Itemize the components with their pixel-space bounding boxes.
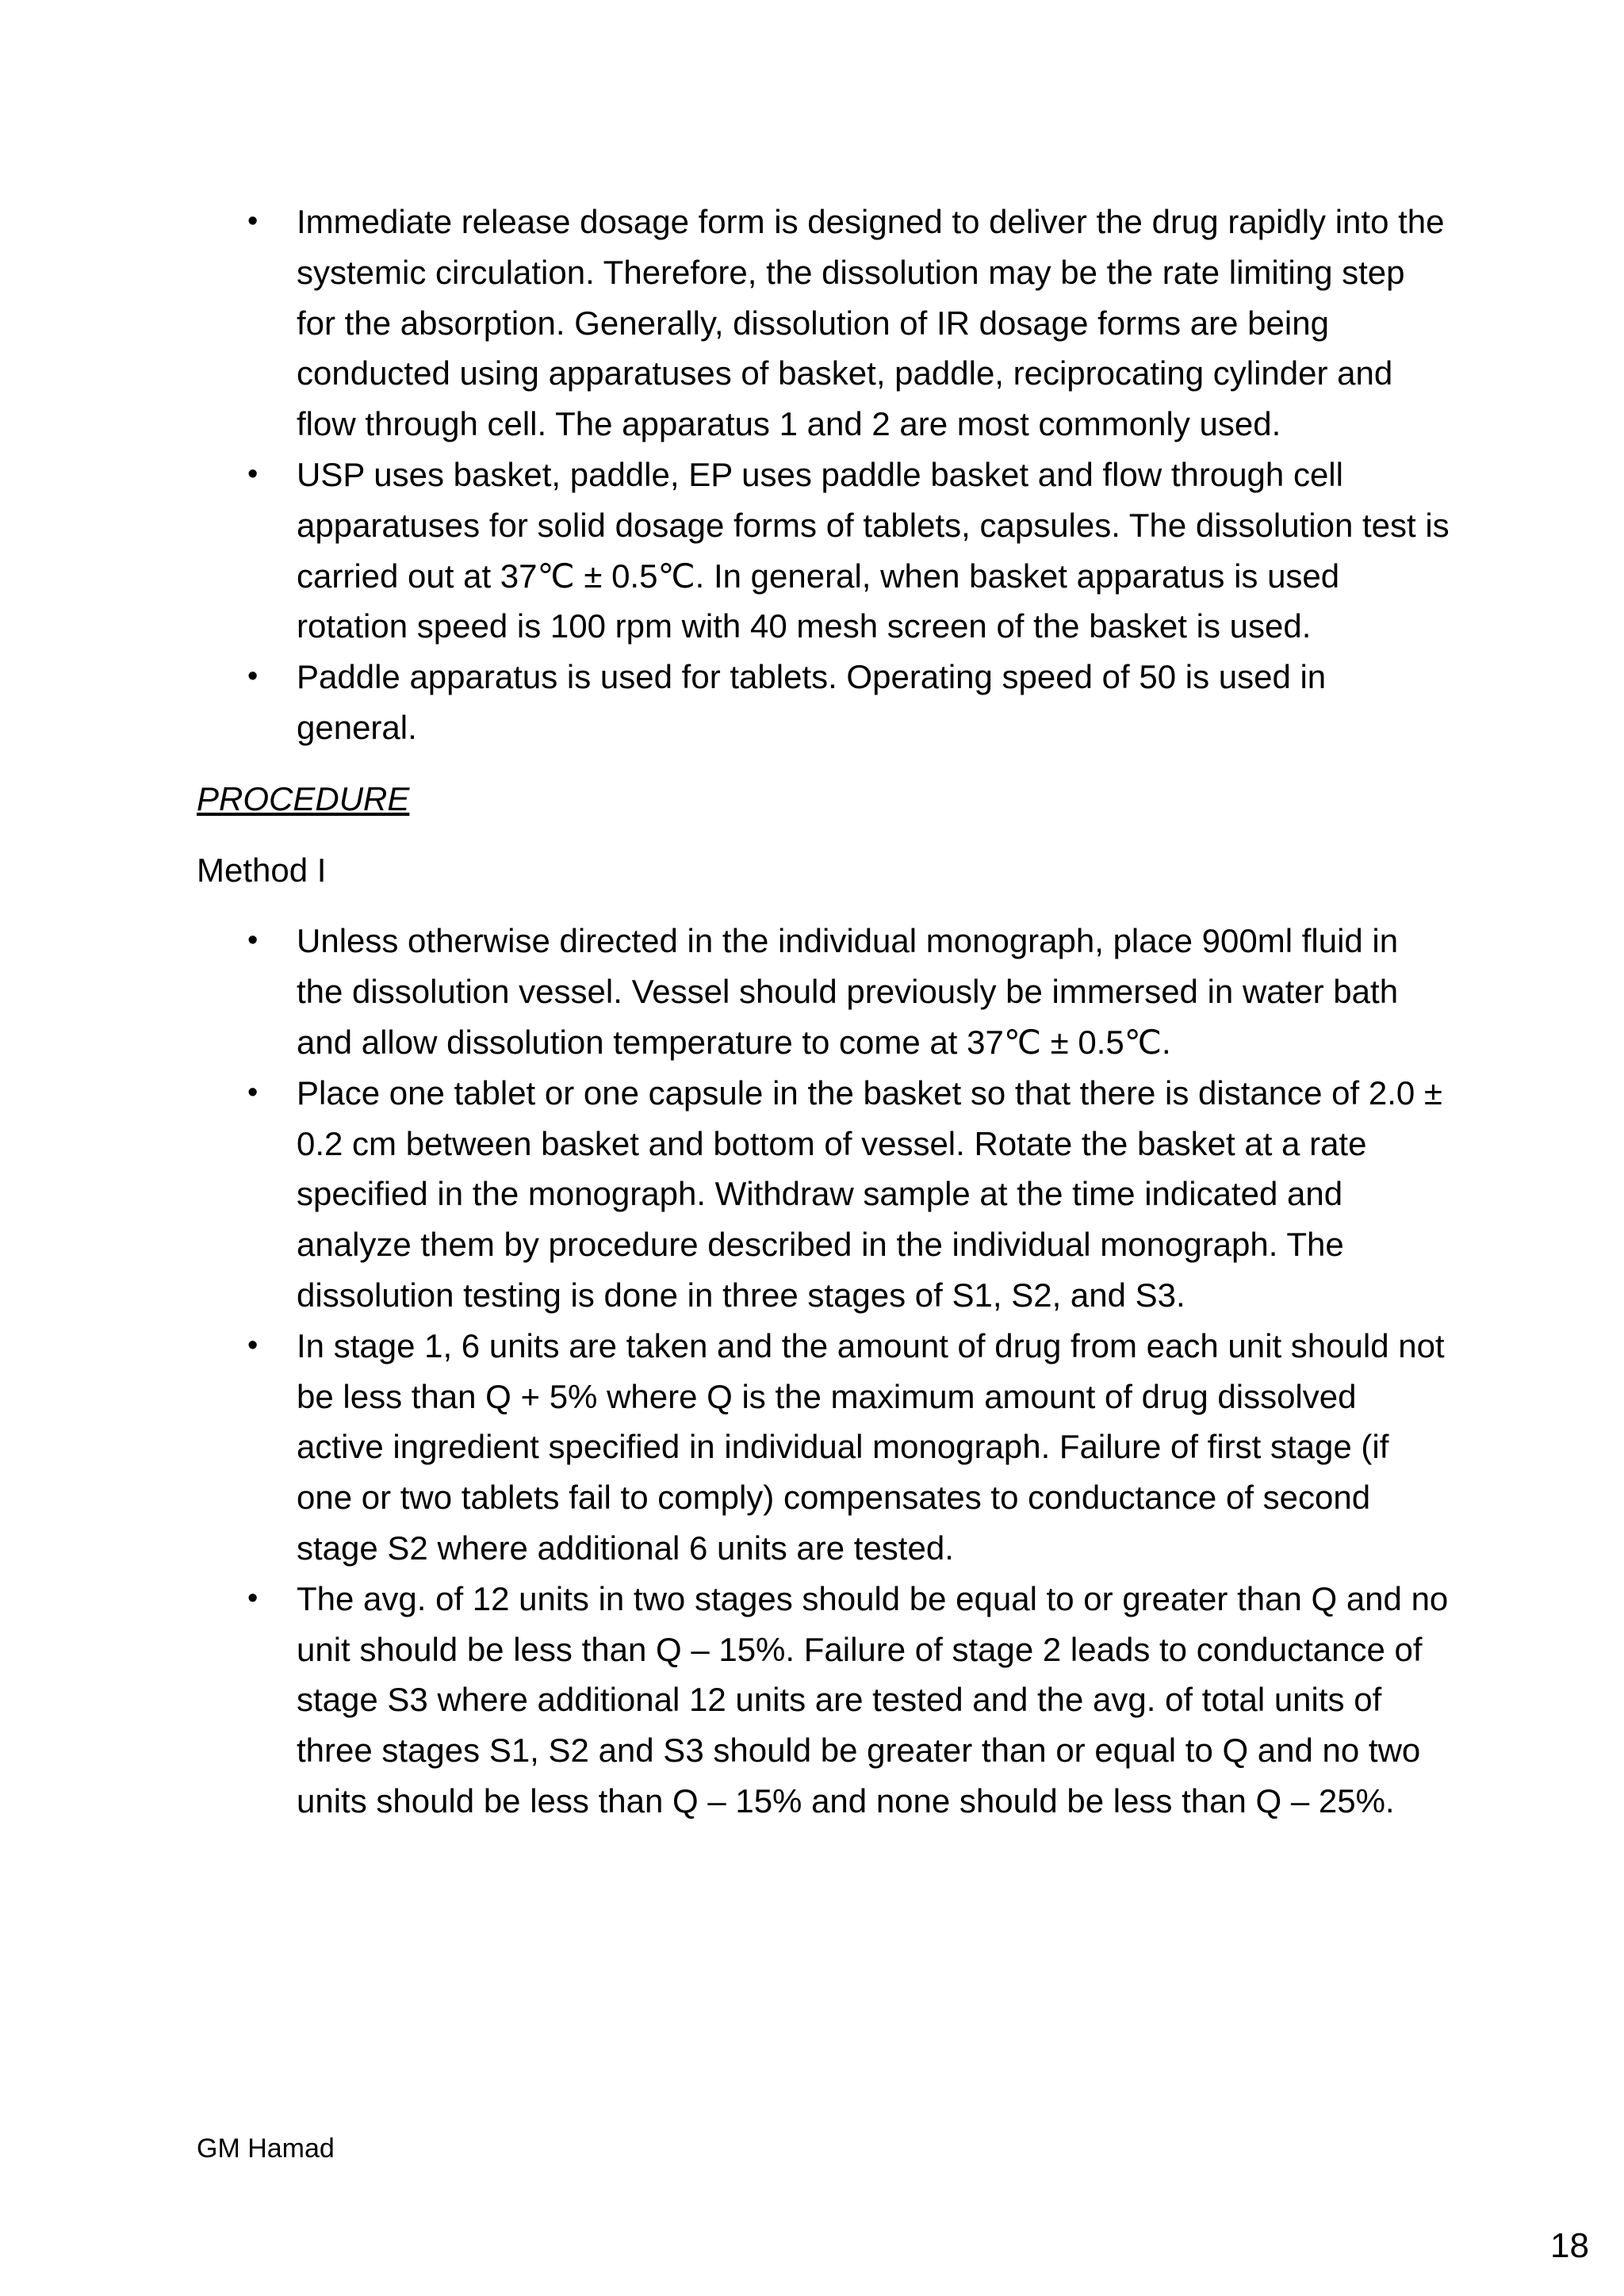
intro-bullet-text: Immediate release dosage form is designed to deliver the drug rapidly into the systemic circulation. Therefore, the dissolution may be the rate limiting step for the absorption. Generally, dissolution of IR dosage forms are being conducted using apparatuses of basket, paddle, reciprocating cylinder and flow through cell. The apparatus 1 and 2 are most commonly used. <box>297 203 1445 443</box>
bullet-icon: • <box>247 205 259 238</box>
bullet-icon: • <box>247 457 259 491</box>
procedure-bullet-text: Place one tablet or one capsule in the basket so that there is distance of 2.0 ± 0.2 cm between basket and bottom of vessel. Rotate the basket at a rate specified in the monograph. Withdraw sample at the time indicated and analyze them by procedure described in the individual monograph. The dissolution testing is done in three stages of S1, S2, and S3. <box>297 1073 1442 1314</box>
procedure-bullet-text: Unless otherwise directed in the individual monograph, place 900ml fluid in the dissolution vessel. Vessel should previously be immersed in water bath and allow dissolution temperature to come at 37℃ ± 0.5℃. <box>297 922 1399 1061</box>
bullet-icon: • <box>247 924 259 958</box>
bullet-icon: • <box>247 1581 259 1615</box>
intro-bullet-item <box>247 197 1450 450</box>
bullet-icon: • <box>247 660 259 694</box>
page-number: 18 <box>1550 2226 1589 2265</box>
bullet-icon: • <box>247 1328 259 1362</box>
procedure-bullet-text: In stage 1, 6 units are taken and the amount of drug from each unit should not be less than Q + 5% where Q is the maximum amount of drug dissolved active ingredient specified in individual monograph. Failure of first stage (if one or two tablets fail to comply) compensates to conductance of second stage S2 where additional 6 units are tested. <box>297 1326 1445 1567</box>
intro-bullet-item <box>247 652 1450 753</box>
procedure-bullet-text: The avg. of 12 units in two stages should be equal to or greater than Q and no unit should be less than Q – 15%. Failure of stage 2 leads to conductance of stage S3 where additional 12 units are tested and the avg. of total units of three stages S1, S2 and S3 should be greater than or equal to Q and no two units should be less than Q – 15% and none should be less than Q – 25%. <box>297 1579 1449 1820</box>
bullet-icon: • <box>247 1075 259 1109</box>
procedure-bullet-item <box>247 1068 1450 1321</box>
intro-bullet-item <box>247 450 1450 652</box>
procedure-bullet-item <box>247 1321 1450 1574</box>
intro-bullet-text: USP uses basket, paddle, EP uses paddle basket and flow through cell apparatuses for solid dosage forms of tablets, capsules. The dissolution test is carried out at 37℃ ± 0.5℃. In general, when basket apparatus is used rotation speed is 100 rpm with 40 mesh screen of the basket is used. <box>297 455 1450 645</box>
procedure-bullet-item <box>247 916 1450 1067</box>
method-heading: Method I <box>197 851 327 889</box>
page-content <box>197 197 1450 1827</box>
footer-author: GM Hamad <box>197 2133 335 2164</box>
intro-bullet-text: Paddle apparatus is used for tablets. Operating speed of 50 is used in general. <box>297 658 1327 746</box>
intro-bullet-list <box>197 197 1450 753</box>
procedure-bullet-list <box>197 916 1450 1826</box>
procedure-heading: PROCEDURE <box>197 779 410 817</box>
procedure-bullet-item <box>247 1574 1450 1827</box>
